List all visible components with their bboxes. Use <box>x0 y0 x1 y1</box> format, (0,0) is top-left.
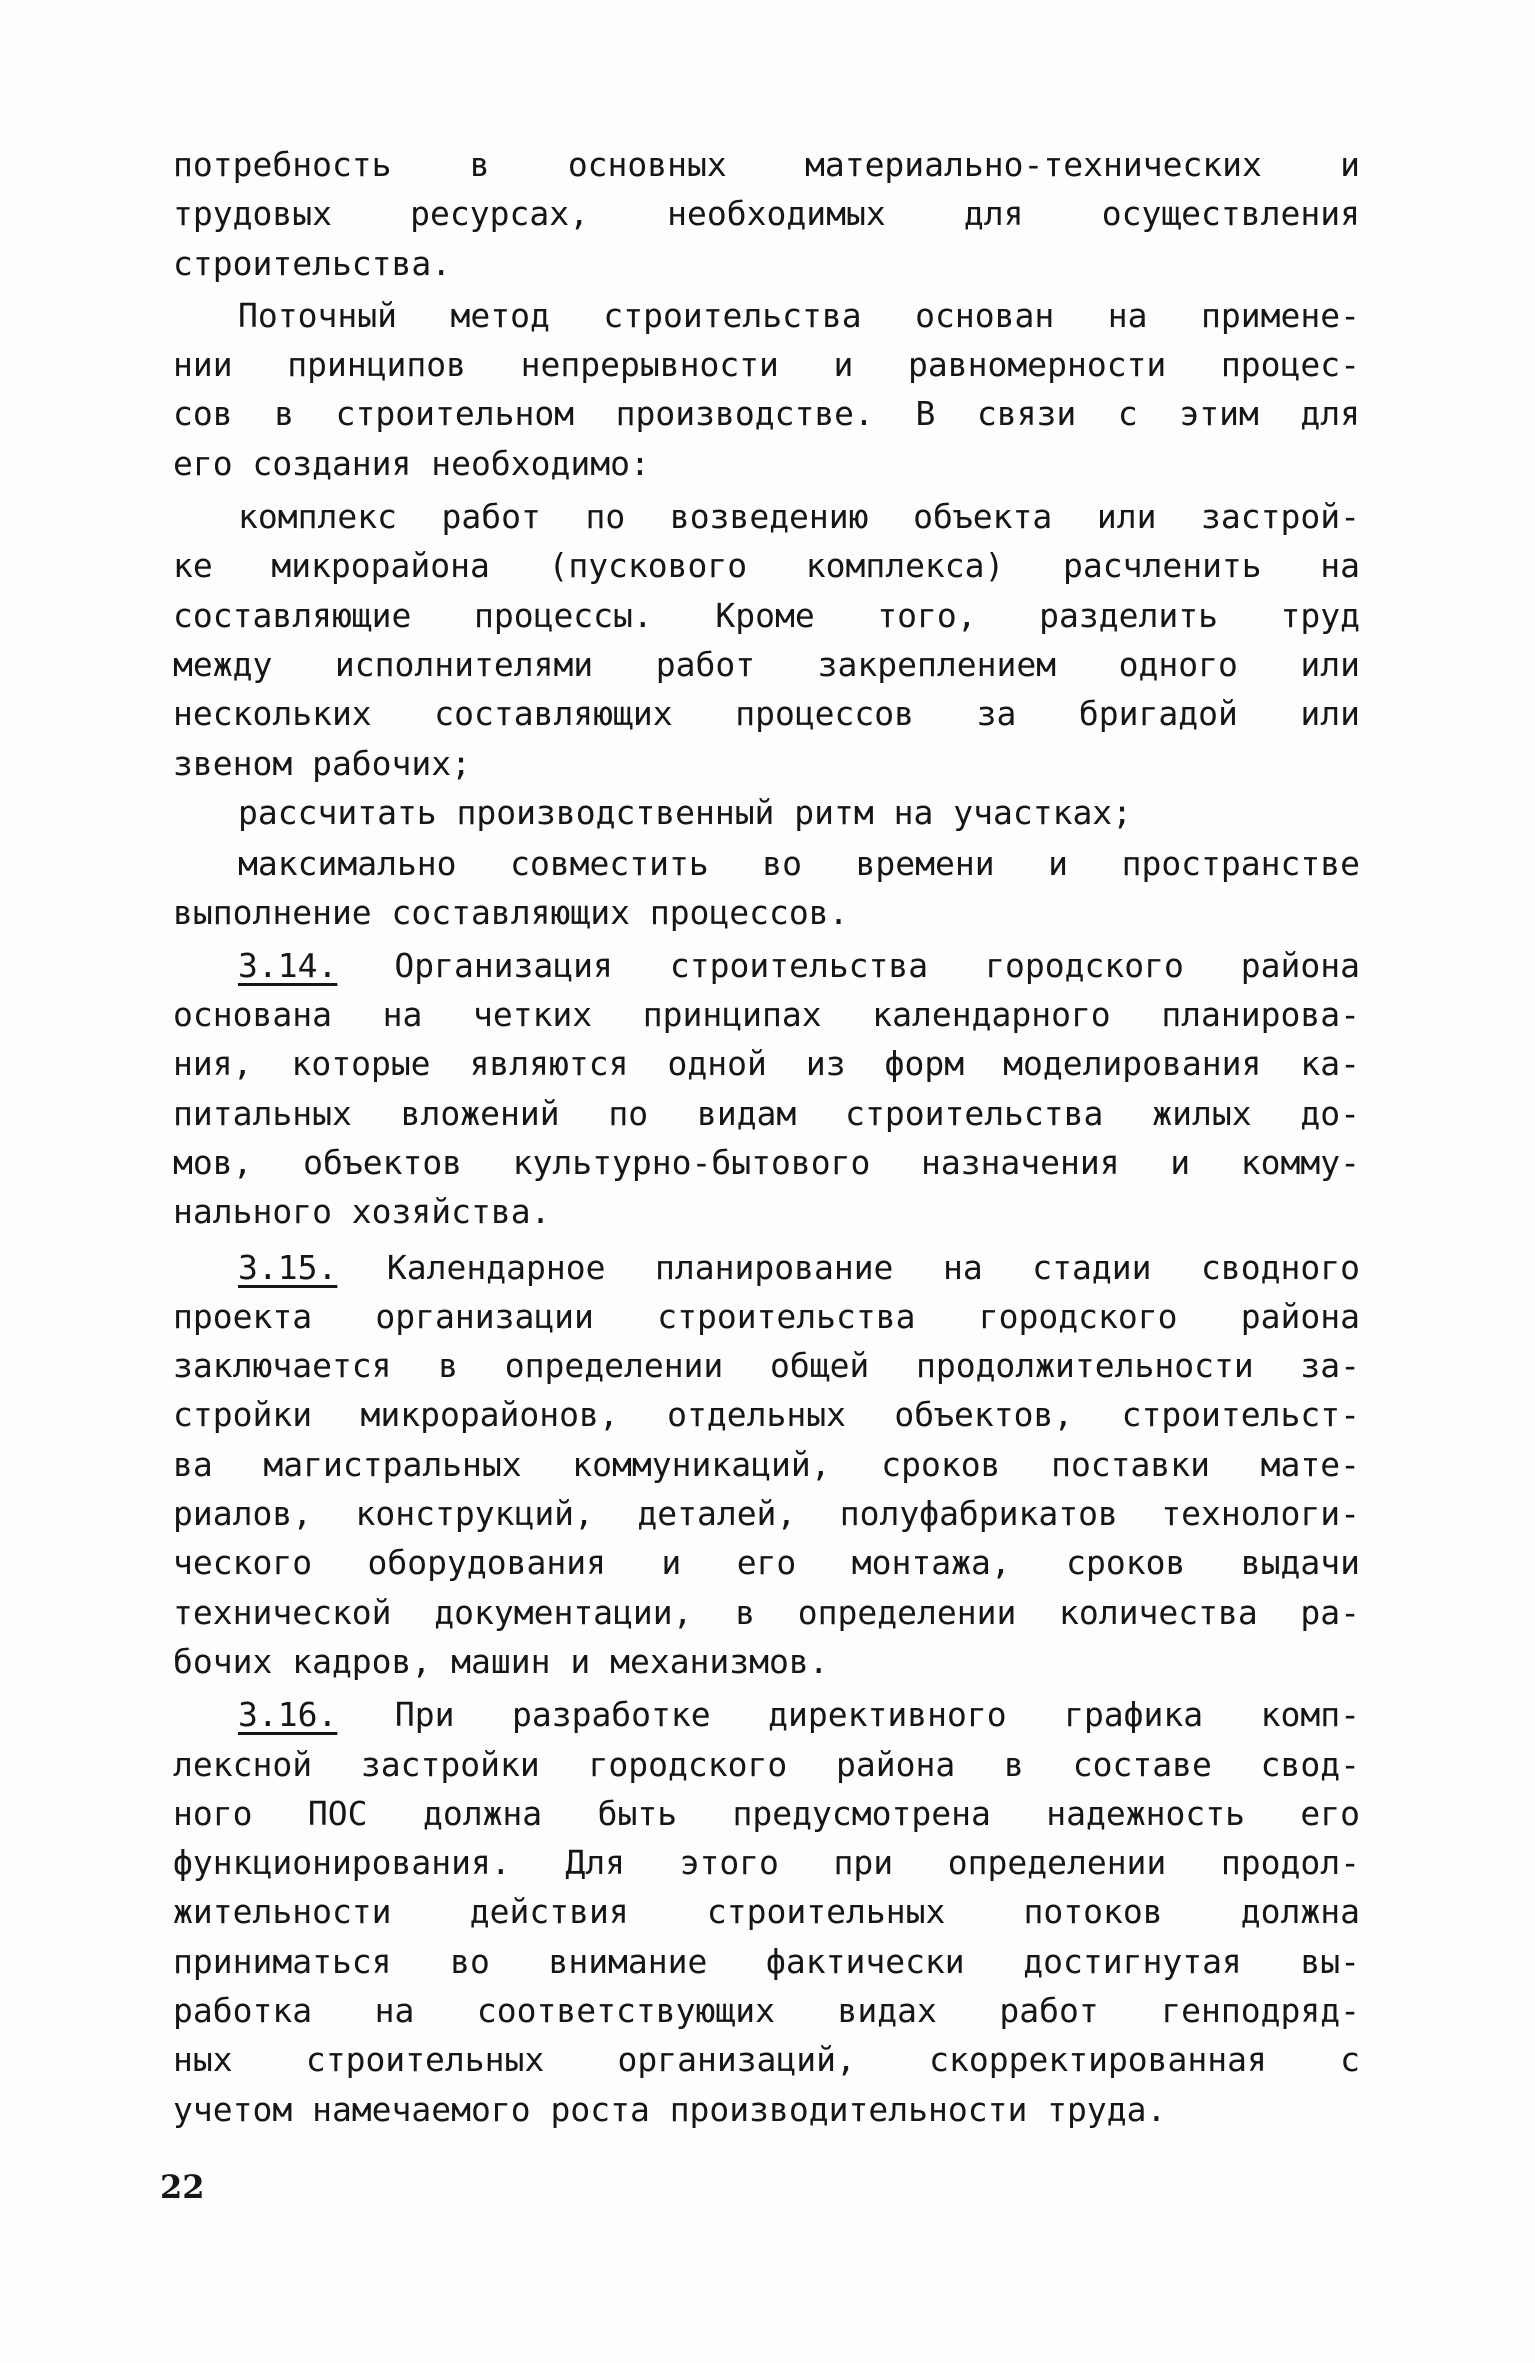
text-line <box>173 1637 1360 1686</box>
line-text: трудовых ресурсах, необходимых для осуществления <box>173 194 1360 234</box>
text-line <box>173 1138 1360 1187</box>
line-text: ва магистральных коммуникаций, сроков поставки мате- <box>173 1444 1360 1484</box>
text-line <box>173 439 1360 488</box>
paragraph <box>173 1690 1360 2134</box>
line-text: между исполнителями работ закреплением одного или <box>173 644 1360 684</box>
paragraph <box>173 788 1360 837</box>
line-text: функционирования. Для этого при определении продол- <box>173 1843 1360 1883</box>
paragraph <box>173 1243 1360 1687</box>
text-line <box>173 1986 1360 2035</box>
text-line <box>173 1789 1360 1838</box>
text-line <box>173 1039 1360 1088</box>
line-text: ных строительных организаций, скорректированная с <box>173 2040 1360 2080</box>
text-line <box>173 2085 1360 2134</box>
text-line <box>173 1887 1360 1936</box>
text-line <box>173 1937 1360 1986</box>
text-line <box>173 1341 1360 1390</box>
line-text: риалов, конструкций, деталей, полуфабрикатов технологи- <box>173 1494 1360 1534</box>
text-line <box>173 1740 1360 1789</box>
text-line <box>173 189 1360 238</box>
text-line <box>173 1838 1360 1887</box>
line-text: лексной застройки городского района в составе свод- <box>173 1744 1360 1784</box>
section-number: 3.15. <box>238 1247 338 1287</box>
text-line <box>173 1089 1360 1138</box>
paragraph <box>173 492 1360 788</box>
text-line <box>173 239 1360 288</box>
line-text: Организация строительства городского района <box>394 945 1360 985</box>
text-line <box>173 340 1360 389</box>
text-line <box>173 492 1360 541</box>
line-text: Поточный метод строительства основан на примене- <box>238 295 1360 335</box>
line-text: рассчитать производственный ритм на участках; <box>238 792 1133 832</box>
text-line <box>173 140 1360 189</box>
text-line <box>173 541 1360 590</box>
text-line <box>173 1440 1360 1489</box>
line-text: жительности действия строительных потоков должна <box>173 1892 1360 1932</box>
line-text: нии принципов непрерывности и равномерности процес- <box>173 345 1360 385</box>
text-line <box>173 739 1360 788</box>
text-line <box>173 941 1360 990</box>
text-line <box>173 640 1360 689</box>
text-line <box>173 1538 1360 1587</box>
line-text: учетом намечаемого роста производительности труда. <box>173 2089 1167 2129</box>
line-text: При разработке директивного графика комп- <box>394 1695 1360 1735</box>
line-text: звеном рабочих; <box>173 743 472 783</box>
line-text: ческого оборудования и его монтажа, сроков выдачи <box>173 1543 1360 1583</box>
line-text: составляющие процессы. Кроме того, разделить труд <box>173 595 1360 635</box>
line-text: его создания необходимо: <box>173 443 650 483</box>
text-line <box>173 1187 1360 1236</box>
text-line <box>173 2035 1360 2084</box>
line-text: сов в строительном производстве. В связи с этим для <box>173 394 1360 434</box>
line-text: строительства. <box>173 243 452 283</box>
line-text: проекта организации строительства городского района <box>173 1296 1360 1336</box>
text-line <box>173 689 1360 738</box>
text-line <box>173 1489 1360 1538</box>
line-text: ния, которые являются одной из форм моделирования ка- <box>173 1044 1360 1084</box>
line-text: основана на четких принципах календарного планирова- <box>173 995 1360 1035</box>
section-number: 3.16. <box>238 1695 338 1735</box>
text-line <box>173 291 1360 340</box>
section-number: 3.14. <box>238 945 338 985</box>
line-text: бочих кадров, машин и механизмов. <box>173 1641 829 1681</box>
text-line <box>173 591 1360 640</box>
text-line <box>173 788 1360 837</box>
body-text <box>173 140 1360 2134</box>
line-text: технической документации, в определении количества ра- <box>173 1592 1360 1632</box>
line-text: максимально совместить во времени и пространстве <box>238 844 1360 884</box>
text-line <box>173 888 1360 937</box>
line-text: потребность в основных материально-технических и <box>173 145 1360 184</box>
paragraph <box>173 140 1360 288</box>
paragraph <box>173 941 1360 1237</box>
paragraph <box>173 839 1360 938</box>
line-text: ке микрорайона (пускового комплекса) расчленить на <box>173 546 1360 586</box>
text-line <box>173 1243 1360 1292</box>
line-text: ного ПОС должна быть предусмотрена надежность его <box>173 1793 1360 1833</box>
paragraph <box>173 291 1360 488</box>
line-text: Календарное планирование на стадии сводного <box>386 1247 1360 1287</box>
line-text: нескольких составляющих процессов за бригадой или <box>173 694 1360 734</box>
line-text: заключается в определении общей продолжительности за- <box>173 1346 1360 1386</box>
line-text: приниматься во внимание фактически достигнутая вы- <box>173 1941 1360 1981</box>
text-line <box>173 389 1360 438</box>
text-line <box>173 1588 1360 1637</box>
line-text: работка на соответствующих видах работ генподряд- <box>173 1990 1360 2030</box>
text-line <box>173 1390 1360 1439</box>
line-text: стройки микрорайонов, отдельных объектов, строительст- <box>173 1395 1360 1435</box>
line-text: мов, объектов культурно-бытового назначения и комму- <box>173 1142 1360 1182</box>
text-line <box>173 990 1360 1039</box>
text-line <box>173 1292 1360 1341</box>
line-text: нального хозяйства. <box>173 1192 551 1232</box>
line-text: питальных вложений по видам строительства жилых до- <box>173 1093 1360 1133</box>
line-text: выполнение составляющих процессов. <box>173 893 849 933</box>
text-line <box>173 1690 1360 1739</box>
line-text: комплекс работ по возведению объекта или застрой- <box>238 497 1360 537</box>
text-line <box>173 839 1360 888</box>
page-number: 22 <box>160 2168 205 2206</box>
